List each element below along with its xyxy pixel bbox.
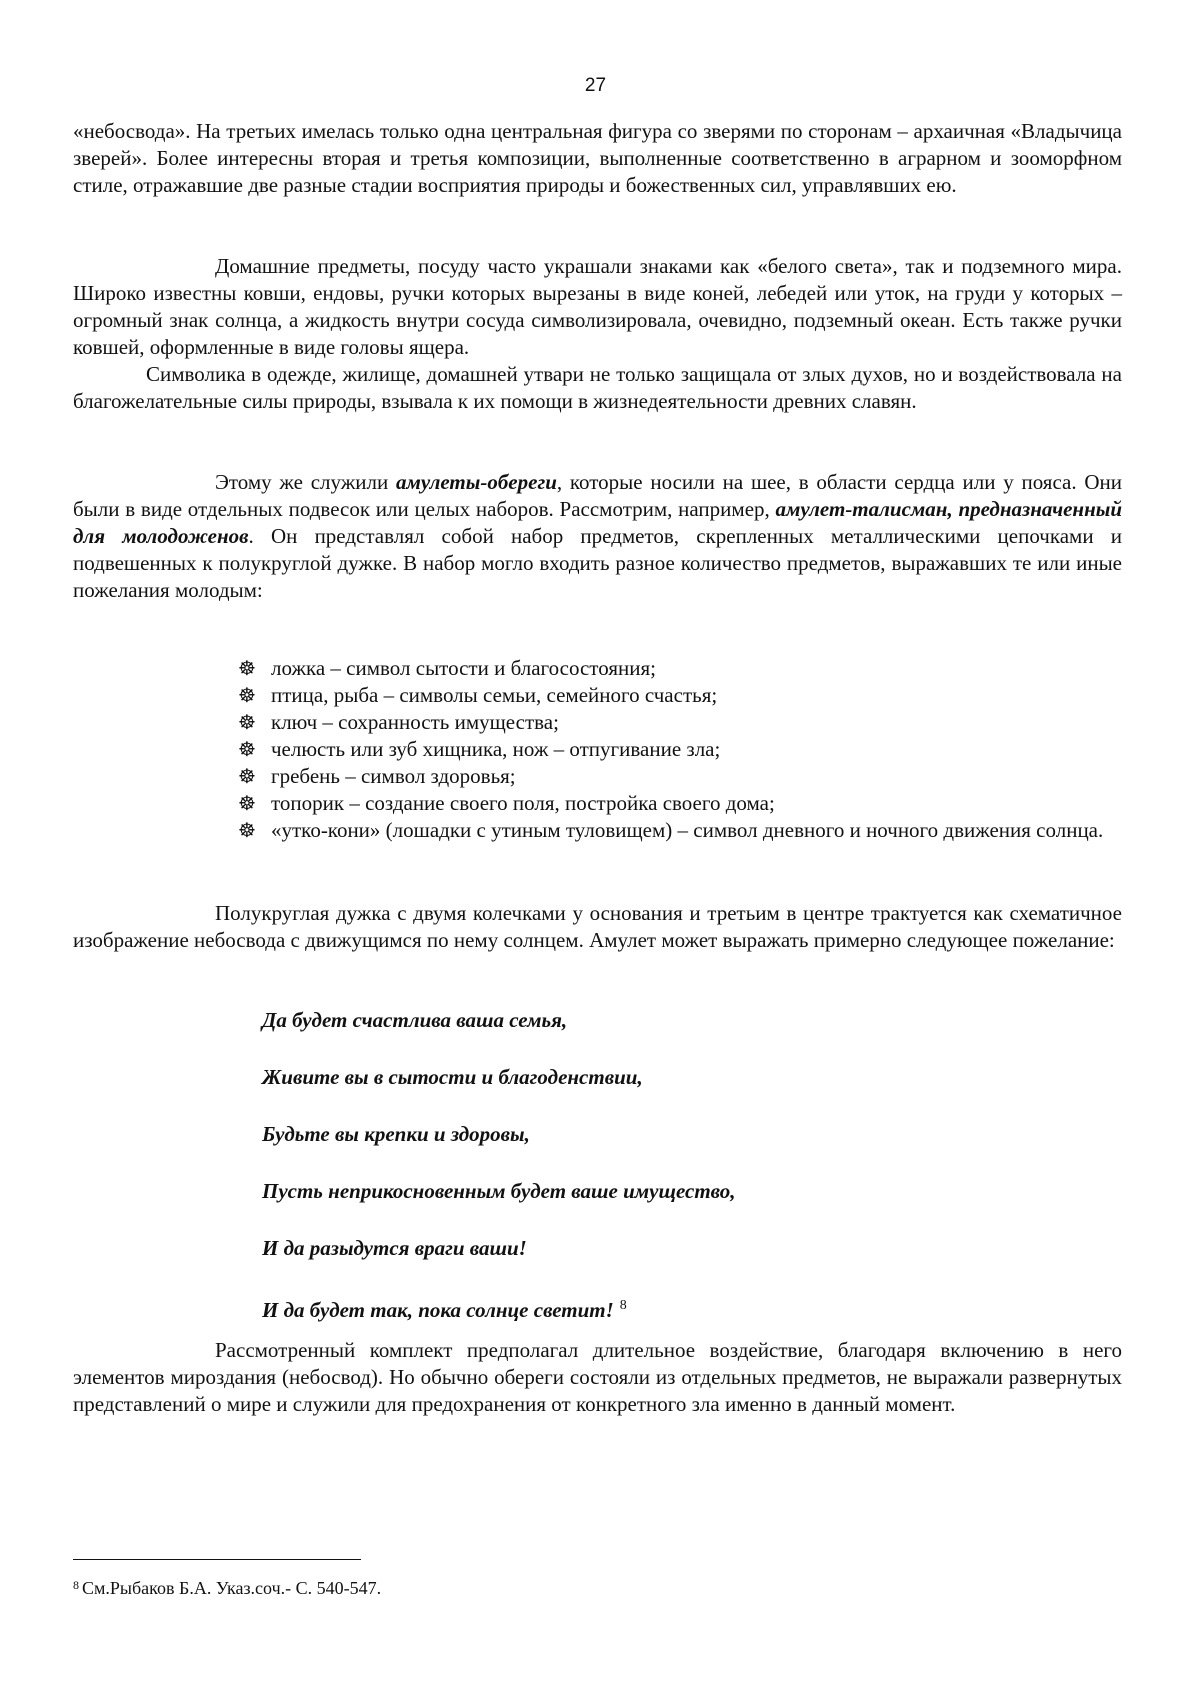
list-item-text: птица, рыба – символы семьи, семейного счастья;: [271, 683, 718, 707]
page-number: 27: [584, 75, 607, 96]
verse-line: Да будет счастлива ваша семья,: [262, 1008, 568, 1032]
verse-line: Живите вы в сытости и благоденствии,: [262, 1065, 643, 1089]
wheel-bullet-icon: ☸: [238, 818, 256, 842]
footnote-text: См.Рыбаков Б.А. Указ.соч.- С. 540-547.: [82, 1578, 382, 1598]
paragraph-4-block: [73, 469, 1122, 604]
footnote-mark: 8: [73, 1578, 79, 1592]
wheel-bullet-icon: ☸: [238, 764, 256, 788]
list-item: [238, 682, 1122, 709]
verse-text: И да будет так, пока солнце светит!: [262, 1298, 614, 1322]
paragraph-6-block: [73, 1337, 1122, 1418]
paragraph-3: Символика в одежде, жилище, домашней утвари не только защищала от злых духов, но и воздействовала на благожелательные силы природы, взывала к их помощи в жизнедеятельности древних славян.: [73, 362, 1122, 413]
wheel-bullet-icon: ☸: [238, 683, 256, 707]
list-item: [238, 736, 1122, 763]
footnote: [73, 1574, 381, 1599]
amulet-items-list: [238, 655, 1122, 844]
paragraph-2: Домашние предметы, посуду часто украшали знаками как «белого света», так и подземного мира. Широко известны ковши, ендовы, ручки которых вырезаны в виде коней, лебедей или уток, на груди у которых – огромный знак солнца, а жидкость внутри сосуда символизировала, очевидно, подземный океан. Есть также ручки ковшей, оформленные в виде головы ящера.: [73, 254, 1122, 359]
paragraph-4-text-e: . Он представлял собой набор предметов, скрепленных металлическими цепочками и подвешенных к полукруглой дужке. В набор могло входить разное количество предметов, выражавших те или иные пожелания молодым:: [73, 524, 1122, 602]
wheel-bullet-icon: ☸: [238, 656, 256, 680]
footnote-divider: [73, 1559, 361, 1560]
list-item-text: топорик – создание своего поля, постройка своего дома;: [271, 791, 775, 815]
list-item-text: «утко-кони» (лошадки с утиным туловищем) – символ дневного и ночного движения солнца.: [271, 818, 1104, 842]
paragraph-2-block: [73, 253, 1122, 415]
paragraph-6: Рассмотренный комплект предполагал длительное воздействие, благодаря включению в него элементов мироздания (небосвод). Но обычно обереги состояли из отдельных предметов, не выражали развернутых представлений о мире и служили для предохранения от конкретного зла именно в данный момент.: [73, 1338, 1122, 1416]
list-item-text: гребень – символ здоровья;: [271, 764, 516, 788]
wish-verses: [262, 1007, 1022, 1349]
verse-line: Пусть неприкосновенным будет ваше имущество,: [262, 1179, 736, 1203]
wheel-bullet-icon: ☸: [238, 737, 256, 761]
wheel-bullet-icon: ☸: [238, 791, 256, 815]
verse-line: И да разыдутся враги ваши!: [262, 1236, 527, 1260]
verse-line: Будьте вы крепки и здоровы,: [262, 1122, 530, 1146]
footnote-reference[interactable]: 8: [619, 1298, 627, 1313]
term-amulet-talisman: амулет-талисман, предназначенный для молодоженов: [73, 497, 1122, 548]
term-amulets: амулеты-обереги: [395, 470, 557, 494]
list-item-text: ложка – символ сытости и благосостояния;: [271, 656, 656, 680]
paragraph-5: Полукруглая дужка с двумя колечками у основания и третьим в центре трактуется как схематичное изображение небосвода с движущимся по нему солнцем. Амулет может выражать примерно следующее пожелание:: [73, 901, 1122, 952]
list-item: [238, 817, 1122, 844]
paragraph-4: [73, 469, 1122, 604]
list-item-text: ключ – сохранность имущества;: [271, 710, 559, 734]
paragraph-5-block: [73, 900, 1122, 954]
list-item-text: челюсть или зуб хищника, нож – отпугивание зла;: [271, 737, 721, 761]
paragraph-4-text-a: Этому же служили: [215, 470, 396, 494]
list-item: [238, 763, 1122, 790]
list-item: [238, 655, 1122, 682]
paragraph-1-block: [73, 118, 1122, 199]
wheel-bullet-icon: ☸: [238, 710, 256, 734]
paragraph-1: «небосвода». На третьих имелась только одна центральная фигура со зверями по сторонам – архаичная «Владычица зверей». Более интересны вторая и третья композиции, выполненные соответственно в аграрном и зооморфном стиле, отражавшие две разные стадии восприятия природы и божественных сил, управлявших ею.: [73, 119, 1122, 197]
list-item: [238, 790, 1122, 817]
paragraph-4-text-c: , которые носили на шее, в области сердца или у пояса. Они были в виде отдельных подвесок или целых наборов. Рассмотрим, например,: [73, 470, 1122, 521]
list-item: [238, 709, 1122, 736]
